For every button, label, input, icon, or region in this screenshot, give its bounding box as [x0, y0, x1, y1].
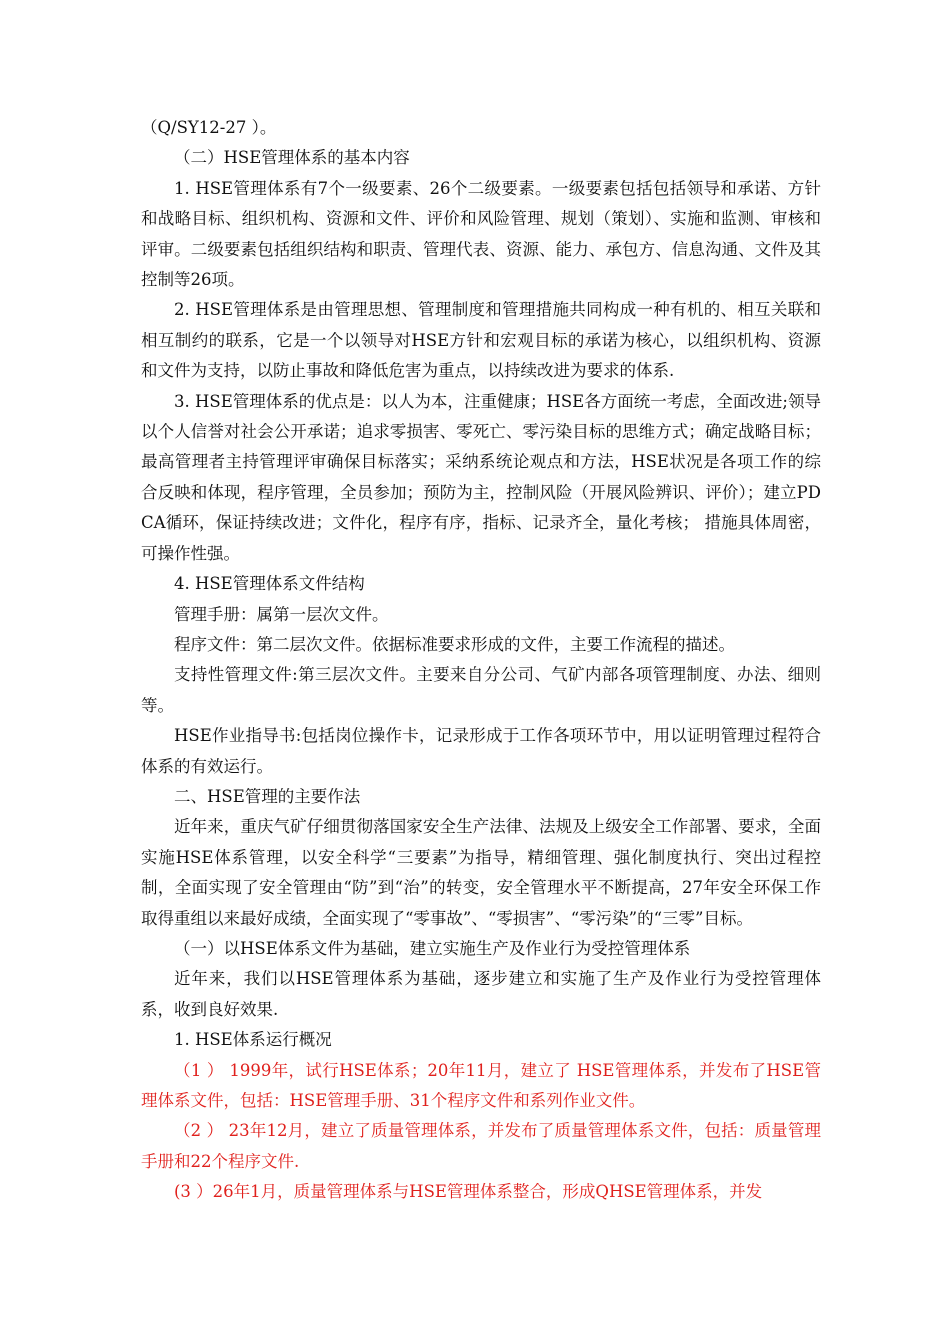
paragraph: 近年来，重庆气矿仔细贯彻落国家安全生产法律、法规及上级安全工作部署、要求，全面实施HSE体系管理，以安全科学“三要素”为指导，精细管理、强化制度执行、突出过程控制，全面实现了安全管理由“防”到“治”的转变，安全管理水平不断提高，27年安全环保工作取得重组以来最好成绩，全面实现了“零事故”、“零损害”、“零污染”的“三零”目标。	[141, 817, 821, 928]
paragraph: 1. HSE体系运行概况	[174, 1030, 332, 1050]
paragraph: 程序文件：第二层次文件。依据标准要求形成的文件，主要工作流程的描述。	[174, 634, 735, 654]
paragraph: 2. HSE管理体系是由管理思想、管理制度和管理措施共同构成一种有机的、相互关联和相互制约的联系，它是一个以领导对HSE方针和宏观目标的承诺为核心，以组织机构、资源和文件为支持，以防止事故和降低危害为重点，以持续改进为要求的体系.	[141, 300, 821, 381]
document-body	[141, 113, 821, 1208]
paragraph: （二）HSE管理体系的基本内容	[174, 148, 410, 168]
paragraph: 管理手册：属第一层次文件。	[174, 604, 389, 624]
paragraph: 3. HSE管理体系的优点是：以人为本，注重健康；HSE各方面统一考虑，全面改进;领导以个人信誉对社会公开承诺；追求零损害、零死亡、零污染目标的思维方式；确定战略目标；最高管理者主持管理评审确保目标落实；采纳系统论观点和方法，HSE状况是各项工作的综合反映和体现，程序管理，全员参加；预防为主，控制风险（开展风险辨识、评价）；建立PDCA循环，保证持续改进；文件化，程序有序，指标、记录齐全，量化考核； 措施具体周密，可操作性强。	[141, 391, 821, 563]
highlighted-paragraph: (3 ）26年1月，质量管理体系与HSE管理体系整合，形成QHSE管理体系，并发	[174, 1182, 763, 1202]
paragraph: 二、HSE管理的主要作法	[174, 786, 361, 806]
paragraph: 支持性管理文件:第三层次文件。主要来自分公司、气矿内部各项管理制度、办法、细则等。	[141, 665, 821, 715]
paragraph: 1. HSE管理体系有7个一级要素、26个二级要素。一级要素包括包括领导和承诺、方针和战略目标、组织机构、资源和文件、评价和风险管理、规划（策划）、实施和监测、审核和评审。二级要素包括组织结构和职责、管理代表、资源、能力、承包方、信息沟通、文件及其控制等26项。	[141, 178, 821, 290]
highlighted-paragraph: （2 ） 23年12月，建立了质量管理体系，并发布了质量管理体系文件，包括：质量管理手册和22个程序文件.	[141, 1121, 821, 1171]
paragraph: 近年来，我们以HSE管理体系为基础，逐步建立和实施了生产及作业行为受控管理体系，收到良好效果.	[141, 969, 821, 1019]
paragraph: 4. HSE管理体系文件结构	[174, 574, 365, 594]
paragraph: HSE作业指导书:包括岗位操作卡，记录形成于工作各项环节中，用以证明管理过程符合体系的有效运行。	[141, 726, 821, 776]
paragraph: （Q/SY12-27 ）。	[141, 118, 277, 137]
paragraph: （一）以HSE体系文件为基础，建立实施生产及作业行为受控管理体系	[174, 938, 691, 958]
highlighted-paragraph: （1 ） 1999年，试行HSE体系；20年11月，建立了 HSE管理体系，并发布了HSE管理体系文件，包括：HSE管理手册、31个程序文件和系列作业文件。	[141, 1060, 821, 1110]
